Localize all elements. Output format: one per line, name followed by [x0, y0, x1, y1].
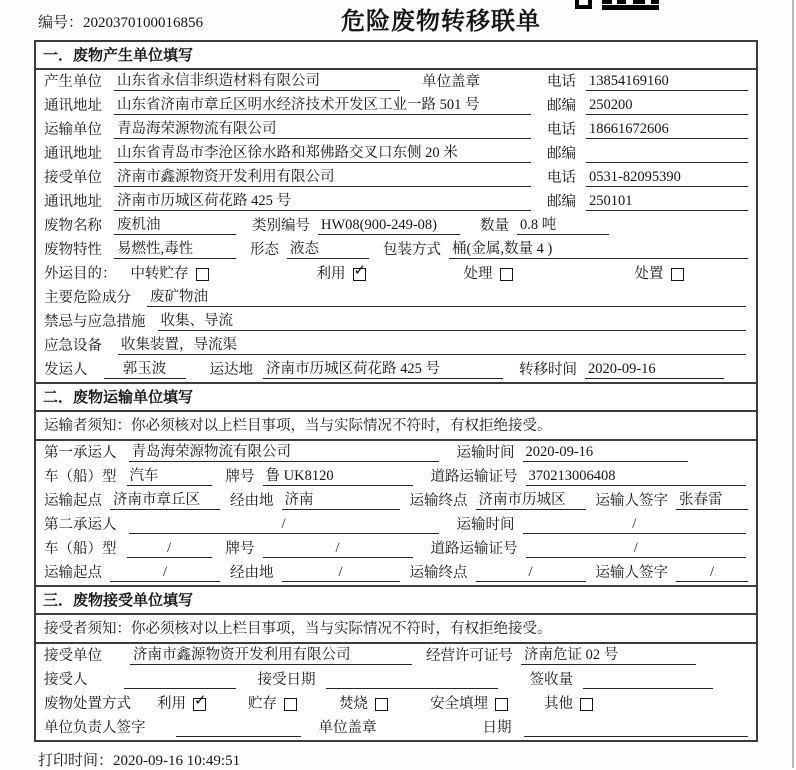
field-label: 单位盖章: [422, 74, 480, 90]
field-label: 牌号: [225, 469, 255, 485]
check-mark: ✓: [194, 691, 207, 709]
row-sign: [36, 716, 756, 740]
field-label: 废物特性: [44, 242, 102, 258]
row-waste-name: [36, 214, 756, 238]
purpose-option: [464, 266, 513, 283]
disposal-option: [157, 691, 207, 713]
disposal-option: [248, 696, 297, 713]
field-label: 单位盖章: [318, 720, 377, 736]
field-label: 通讯地址: [44, 98, 102, 114]
checkbox-label: 其他: [544, 696, 573, 712]
field-value: /: [129, 516, 439, 534]
field-label: 发运人: [44, 362, 88, 378]
field-value: 济南: [282, 492, 400, 510]
field-label: 包装方式: [383, 242, 441, 258]
row-transporter: [36, 118, 756, 142]
field-value: /: [127, 540, 212, 558]
field-value: 张春雷: [676, 492, 748, 510]
field-label: 道路运输证号: [430, 469, 518, 485]
field-value: 青岛海荣源物流有限公司: [114, 121, 531, 139]
row-carrier1: [36, 441, 756, 465]
qr-block: [617, 0, 626, 4]
checkbox-icon: [353, 261, 367, 281]
field-label: 运输时间: [456, 517, 515, 533]
manifest-form: [34, 40, 758, 742]
field-label: 接受人: [44, 672, 88, 688]
field-value: 废机油: [114, 217, 236, 235]
field-label: 车（船）型: [44, 541, 117, 557]
field-value: 山东省济南市章丘区明水经济技术开发区工业一路 501 号: [114, 97, 531, 115]
checkbox-label: 处置: [634, 266, 664, 282]
print-time-value: 2020-09-16 10:49:51: [113, 753, 241, 769]
field-value: 废矿物油: [147, 289, 746, 307]
section1-header: 一．废物产生单位填写: [36, 42, 756, 70]
checkbox-icon: [375, 698, 388, 711]
field-label: 签收量: [529, 672, 573, 688]
checkbox-icon: [580, 698, 593, 711]
field-label: 邮编: [547, 146, 576, 162]
field-label: 日期: [482, 720, 512, 736]
disposal-option: [544, 696, 593, 713]
field-value: /: [110, 564, 220, 582]
receiver-notice: 接受者须知：你必须核对以上栏目事项，当与实际情况不符时，有权拒绝接受。: [36, 615, 756, 644]
field-value: 0531-82095390: [586, 169, 748, 187]
purpose-option: [635, 266, 684, 283]
row-receiver-address: [36, 190, 756, 214]
field-label: 禁忌与应急措施: [44, 314, 146, 330]
page-title: 危险废物转移联单: [341, 8, 541, 35]
field-value: 桶(金属,数量 4 ): [449, 241, 748, 259]
row-producer: [36, 70, 756, 94]
checkbox-label: 利用: [316, 266, 346, 282]
section-producer: [36, 42, 756, 382]
field-label: 电话: [547, 74, 576, 90]
row-equipment: [36, 334, 756, 358]
print-time-label: 打印时间：: [38, 753, 114, 769]
field-value: 济南市章丘区: [110, 492, 220, 510]
section2-header: 二．废物运输单位填写: [36, 384, 756, 412]
page-right-edge: [792, 0, 794, 768]
field-label: 运输终点: [409, 565, 468, 581]
field-value: 济南市历城区荷花路 425 号: [263, 361, 503, 379]
field-value: [176, 720, 301, 737]
checkbox-icon: [671, 268, 684, 281]
field-value: /: [526, 540, 747, 558]
field-label: 数量: [480, 218, 509, 234]
field-label: 主要危险成分: [44, 290, 131, 306]
checkbox-icon: [284, 698, 297, 711]
field-value: 易燃性,毒性: [114, 241, 236, 259]
field-value: /: [263, 540, 413, 558]
field-label: 转移时间: [519, 362, 577, 378]
row-route1: [36, 489, 756, 513]
field-value: 收集、导流: [158, 313, 747, 331]
field-value: 汽车: [127, 468, 212, 486]
field-value: 青岛海荣源物流有限公司: [129, 444, 439, 462]
field-label: 第二承运人: [44, 517, 117, 533]
row-vehicle2: [36, 537, 756, 561]
field-label: 运输单位: [44, 122, 102, 138]
field-value: 济南市历城区荷花路 425 号: [114, 193, 531, 211]
checkbox-label: 焚烧: [339, 696, 368, 712]
field-label: 废物处置方式: [44, 696, 131, 712]
disposal-option: [430, 696, 508, 713]
field-value: [524, 720, 749, 737]
field-label: 运输人签字: [595, 493, 668, 509]
field-value: 液态: [287, 241, 369, 259]
checkbox-label: 利用: [157, 696, 186, 712]
field-value: 250200: [586, 97, 748, 115]
field-value: 山东省永信非织造材料有限公司: [114, 73, 400, 91]
field-label: 单位负责人签字: [44, 720, 146, 736]
qr-block: [602, 5, 659, 10]
field-value: 370213006408: [526, 468, 747, 486]
field-label: 邮编: [547, 194, 576, 210]
field-value: 郭玉波: [104, 361, 186, 379]
section-transporter: [36, 382, 756, 585]
print-time-line: [38, 749, 240, 770]
field-label: 经营许可证号: [426, 648, 513, 664]
qr-block: [602, 0, 612, 4]
row-hazard: [36, 286, 756, 310]
field-value: 18661672606: [586, 121, 748, 139]
field-value: 收集装置，导流渠: [118, 337, 746, 355]
row-carrier2: [36, 513, 756, 537]
checkbox-label: 中转贮存: [130, 266, 189, 282]
qr-block: [651, 0, 659, 4]
serial-label: 编号：: [38, 15, 84, 31]
row-emergency: [36, 310, 756, 334]
field-label: 运输终点: [409, 493, 468, 509]
row-purpose: [36, 262, 756, 286]
field-label: 形态: [250, 242, 279, 258]
field-value: 250101: [586, 193, 748, 211]
check-mark: ✓: [353, 261, 367, 279]
field-label: 运输时间: [456, 445, 515, 461]
field-label: 类别编号: [252, 218, 310, 234]
row-shipper: [36, 358, 756, 382]
row-disposal: [36, 692, 756, 716]
row-waste-props: [36, 238, 756, 262]
field-label: 外运目的：: [44, 266, 117, 282]
field-label: 电话: [547, 170, 576, 186]
field-value: [583, 672, 713, 689]
row-receive-unit: [36, 644, 756, 668]
field-value: 13854169160: [586, 73, 748, 91]
section-receiver: [36, 585, 756, 740]
qr-code-partial-icon: [575, 0, 665, 11]
field-value: HW08(900-249-08): [318, 217, 460, 235]
field-label: 废物名称: [44, 218, 102, 234]
field-value: 山东省青岛市李沧区徐水路和郑佛路交叉口东侧 20 米: [114, 145, 531, 163]
field-label: 运输起点: [44, 565, 102, 581]
transporter-notice: 运输者须知：你必须核对以上栏目事项，当与实际情况不符时，有权拒绝接受。: [36, 412, 756, 441]
checkbox-label: 处理: [463, 266, 493, 282]
field-label: 经由地: [230, 493, 274, 509]
field-value: 济南危证 02 号: [521, 647, 696, 665]
checkbox-label: 安全填埋: [430, 696, 488, 712]
field-label: 运输人签字: [595, 565, 668, 581]
checkbox-icon: [196, 268, 209, 281]
field-value: 鲁 UK8120: [263, 468, 413, 486]
purpose-option: [316, 261, 367, 283]
row-producer-address: [36, 94, 756, 118]
checkbox-label: 贮存: [248, 696, 277, 712]
field-value: 0.8 吨: [517, 217, 609, 235]
field-value: /: [476, 564, 586, 582]
field-value: 济南市历城区: [476, 492, 586, 510]
checkbox-icon: [193, 691, 207, 711]
field-value: 济南市鑫源物资开发利用有限公司: [114, 169, 531, 187]
field-label: 第一承运人: [44, 445, 117, 461]
row-route2: [36, 561, 756, 585]
field-value: 济南市鑫源物资开发利用有限公司: [130, 647, 412, 665]
field-value: 2020-09-16: [585, 361, 724, 379]
field-label: 运达地: [209, 362, 253, 378]
field-label: 经由地: [230, 565, 274, 581]
field-value: /: [676, 564, 748, 582]
field-value: [326, 672, 498, 689]
field-label: 电话: [547, 122, 576, 138]
field-label: 接受日期: [257, 672, 316, 688]
field-value: [586, 146, 748, 163]
serial-number: 2020370100016856: [83, 15, 204, 31]
field-label: 邮编: [547, 98, 576, 114]
field-label: 车（船）型: [44, 469, 117, 485]
field-label: 牌号: [225, 541, 255, 557]
field-value: 2020-09-16: [523, 444, 688, 462]
row-receiver: [36, 166, 756, 190]
field-label: 接受单位: [44, 170, 102, 186]
row-transporter-address: [36, 142, 756, 166]
field-label: 运输起点: [44, 493, 102, 509]
purpose-option: [131, 266, 209, 283]
row-vehicle1: [36, 465, 756, 489]
section3-header: 三．废物接受单位填写: [36, 587, 756, 615]
row-accept: [36, 668, 756, 692]
field-label: 应急设备: [44, 338, 102, 354]
field-value: /: [282, 564, 400, 582]
field-value: [124, 672, 236, 689]
field-label: 产生单位: [44, 74, 102, 90]
qr-finder-block: [575, 0, 592, 9]
field-label: 道路运输证号: [430, 541, 518, 557]
field-label: 通讯地址: [44, 194, 102, 210]
field-label: 接受单位: [44, 648, 102, 664]
field-value: /: [523, 516, 747, 534]
field-label: 通讯地址: [44, 146, 102, 162]
checkbox-icon: [495, 698, 508, 711]
qr-block: [633, 0, 645, 4]
disposal-option: [339, 696, 388, 713]
checkbox-icon: [500, 268, 513, 281]
